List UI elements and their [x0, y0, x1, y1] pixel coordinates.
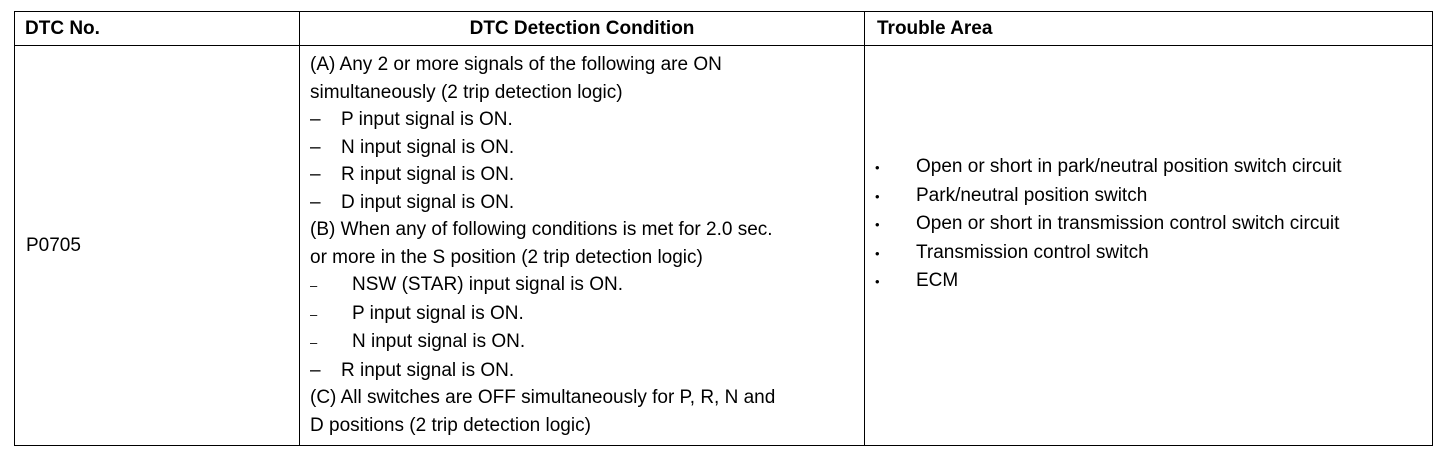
bullet-icon: •: [875, 188, 880, 204]
list-item: [875, 182, 1432, 211]
list-item: [875, 210, 1432, 239]
table-row: [15, 46, 1433, 446]
detection-condition-cell: [300, 46, 865, 446]
trouble-area-cell: [865, 46, 1433, 446]
condition-lines: [310, 51, 858, 439]
condition-item: [310, 300, 858, 329]
bullet-icon: •: [875, 160, 880, 176]
condition-item: [310, 357, 858, 385]
condition-text: [310, 51, 858, 79]
condition-label: D positions (2 trip detection logic): [310, 414, 591, 436]
condition-text: [310, 216, 858, 244]
trouble-area-label: Open or short in park/neutral position switch circuit: [916, 156, 1342, 178]
bullet-icon: •: [875, 245, 880, 261]
dash-marker: –: [310, 278, 318, 293]
condition-text: [310, 412, 858, 440]
dash-marker: –: [310, 191, 321, 213]
condition-label: simultaneously (2 trip detection logic): [310, 81, 623, 103]
header-detection-condition: DTC Detection Condition: [300, 12, 865, 46]
trouble-area-label: Park/neutral position switch: [916, 184, 1148, 206]
condition-item: [310, 189, 858, 217]
list-item: [875, 239, 1432, 268]
dtc-table: [14, 11, 1433, 446]
condition-label: N input signal is ON.: [352, 331, 526, 352]
condition-label: D input signal is ON.: [341, 191, 515, 213]
trouble-area-label: Open or short in transmission control switch circuit: [916, 213, 1340, 235]
dash-marker: –: [310, 335, 318, 350]
condition-text: [310, 244, 858, 272]
trouble-area-label: ECM: [916, 270, 959, 292]
condition-item: [310, 161, 858, 189]
condition-label: (C) All switches are OFF simultaneously for P, R, N and: [310, 387, 776, 408]
condition-label: NSW (STAR) input signal is ON.: [352, 274, 623, 295]
condition-label: P input signal is ON.: [341, 109, 513, 130]
header-row: [15, 12, 1433, 46]
dash-marker: –: [310, 359, 321, 381]
condition-label: or more in the S position (2 trip detection logic): [310, 246, 703, 268]
dtc-code: P0705: [15, 46, 300, 446]
header-dtc-no: DTC No.: [15, 12, 300, 46]
condition-item: [310, 328, 858, 357]
condition-label: R input signal is ON.: [341, 359, 515, 381]
condition-label: R input signal is ON.: [341, 164, 515, 185]
bullet-icon: •: [875, 217, 880, 233]
condition-text: [310, 79, 858, 107]
condition-item: [310, 106, 858, 134]
list-item: [875, 153, 1432, 182]
trouble-area-list: [875, 153, 1432, 338]
condition-label: (B) When any of following conditions is met for 2.0 sec.: [310, 219, 773, 240]
trouble-area-label: Transmission control switch: [916, 241, 1149, 263]
condition-item: [310, 271, 858, 300]
condition-label: N input signal is ON.: [341, 136, 515, 158]
list-item: [875, 267, 1432, 296]
dash-marker: –: [310, 136, 321, 158]
condition-item: [310, 134, 858, 162]
condition-text: [310, 384, 858, 412]
dash-marker: –: [310, 109, 321, 130]
condition-label: (A) Any 2 or more signals of the following are ON: [310, 54, 722, 75]
dash-marker: –: [310, 306, 318, 322]
condition-label: P input signal is ON.: [352, 302, 524, 324]
bullet-icon: •: [875, 274, 880, 290]
dash-marker: –: [310, 164, 321, 185]
header-trouble-area: Trouble Area: [865, 12, 1433, 46]
